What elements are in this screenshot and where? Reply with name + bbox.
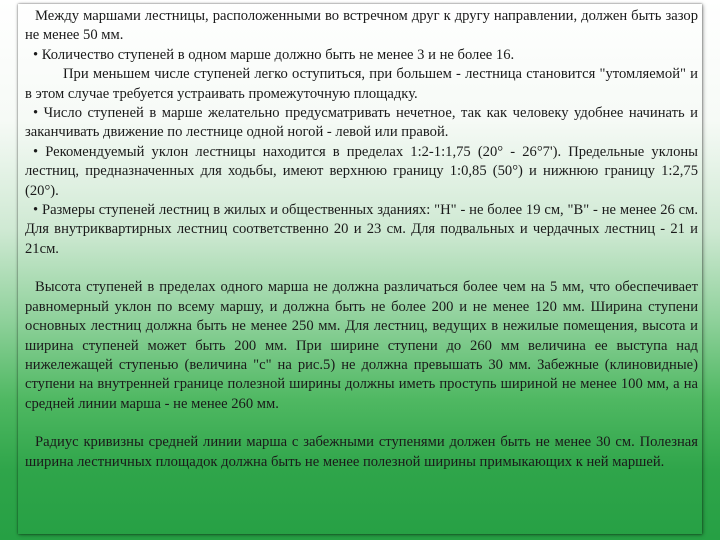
slide-text-body [25, 7, 698, 472]
bullet-step-dimensions: • Размеры ступеней лестниц в жилых и общественных зданиях: "H" - не более 19 см, "B" - не менее 26 см. Для внутриквартирных лестниц соответственно 20 и 23 см. Для подвальных и чердачных лестниц - 21 и 21см. [25, 202, 698, 257]
bullet-odd-steps: • Число ступеней в марше желательно предусматривать нечетное, так как человеку удобнее начинать и заканчивать движение по лестнице одной ногой - левой или правой. [25, 105, 698, 141]
paragraph-curvature-radius: Радиус кривизны средней линии марша с забежными ступенями должен быть не менее 30 см. Полезная ширина лестничных площадок должна быть не менее полезной ширины примыкающих к ней маршей. [25, 434, 698, 470]
paragraph-flight-gap: Между маршами лестницы, расположенными во встречном друг к другу направлении, должен быть зазор не менее 50 мм. [25, 8, 698, 44]
paragraph-landing-requirement: При меньшем числе ступеней легко оступиться, при большем - лестница становится "утомляемой" и в этом случае требуется устраивать промежуточную площадку. [25, 66, 698, 102]
bullet-steps-count: • Количество ступеней в одном марше должно быть не менее 3 и не более 16. [33, 46, 515, 63]
bullet-stair-slope: • Рекомендуемый уклон лестницы находится в пределах 1:2-1:1,75 (20° - 26°7'). Предельные уклоны лестниц, предназначенных для ходьбы, имеют верхнюю границу 1:0,85 (50°) и нижнюю границу 1:2,75 (20°). [25, 143, 698, 199]
paragraph-step-height: Высота ступеней в пределах одного марша не должна различаться более чем на 5 мм, что обеспечивает равномерный уклон по всему маршу, и должна быть не более 200 и не менее 120 мм. Ширина ступени основных лестниц должна быть не менее 250 мм. Для лестниц, ведущих в нежилые помещения, высота и ширина ступеней может быть 200 мм. При ширине ступени до 260 мм величина ее выступа над нижележащей ступенью (величина "с" на рис.5) не должна превышать 30 мм. Забежные (клиновидные) ступени на внутренней границе полезной ширины должны иметь проступь шириной не менее 100 мм, а на средней линии марша - не менее 260 мм. [25, 279, 698, 412]
